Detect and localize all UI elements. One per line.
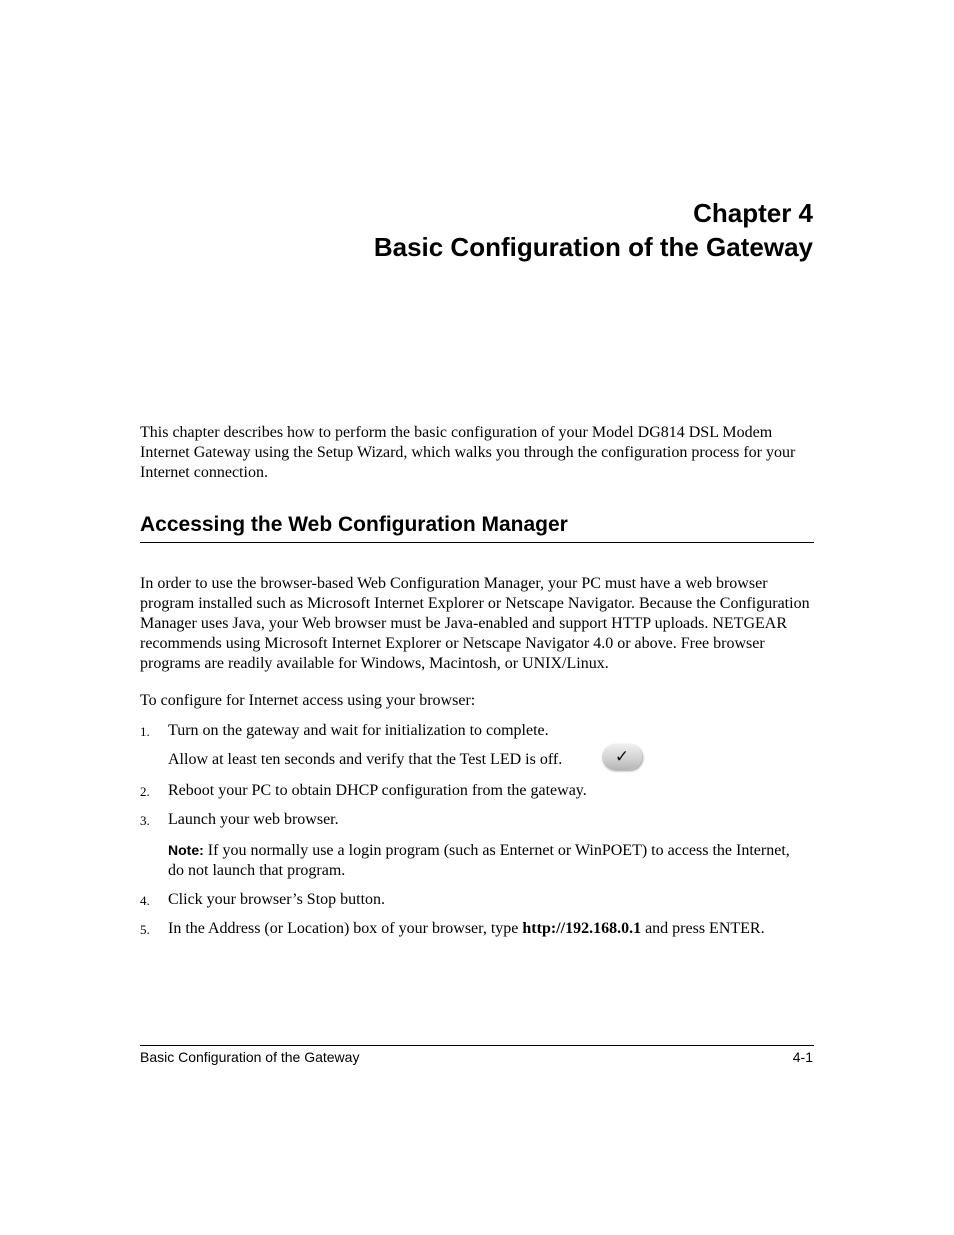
gateway-url: http://192.168.0.1 [522, 920, 642, 937]
test-led-off-icon: ✓ [602, 744, 642, 770]
body-paragraph-requirements: In order to use the browser-based Web Configuration Manager, your PC must have a web browser program installed such as Microsoft Internet Explorer or Netscape Navigator. Because the Configuration Manager uses Java, your Web browser must be Java-enabled and support HTTP uploads. NETGEAR recommends using Microsoft Internet Explorer or Netscape Navigator 4.0 or above. Free browser programs are readily available for Windows, Macintosh, or UNIX/Linux. [140, 575, 810, 672]
step-number: 3. [140, 813, 150, 828]
chapter-number: Chapter 4 [693, 198, 813, 228]
step-text: In the Address (or Location) box of your browser, type http://192.168.0.1 and press ENTER. [168, 920, 765, 937]
step-text: Turn on the gateway and wait for initialization to complete. [168, 722, 549, 739]
note [168, 840, 808, 881]
step-number: 4. [140, 893, 150, 908]
note-text: If you normally use a login program (such as Enternet or WinPOET) to access the Internet, do not launch that program. [168, 842, 790, 879]
section-heading: Accessing the Web Configuration Manager [140, 511, 814, 543]
footer-title: Basic Configuration of the Gateway [140, 1049, 360, 1065]
chapter-title [374, 196, 813, 264]
step-text: Launch your web browser. [168, 811, 339, 828]
page-number: 4-1 [792, 1049, 813, 1065]
step-1-subtext: Allow at least ten seconds and verify that the Test LED is off. [168, 751, 563, 768]
step-text: Reboot your PC to obtain DHCP configuration from the gateway. [168, 782, 587, 799]
footer-divider [140, 1045, 814, 1046]
body-paragraph-instructions-intro: To configure for Internet access using your browser: [140, 692, 476, 709]
note-label: Note: [168, 842, 204, 858]
chapter-name: Basic Configuration of the Gateway [373, 232, 813, 262]
step-number: 2. [140, 784, 150, 799]
intro-paragraph: This chapter describes how to perform the basic configuration of your Model DG814 DSL Modem Internet Gateway using the Setup Wizard, which walks you through the configuration process for your Internet connection. [140, 424, 796, 481]
step-number: 5. [140, 922, 150, 937]
step-number: 1. [140, 724, 150, 739]
step-text: Click your browser’s Stop button. [168, 891, 386, 908]
